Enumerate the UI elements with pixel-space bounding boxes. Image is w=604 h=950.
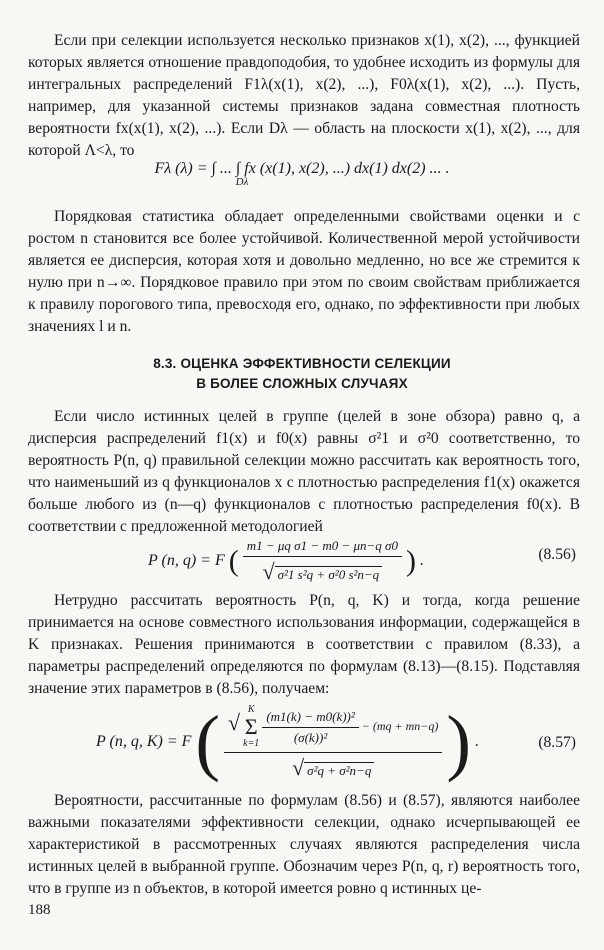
equation-number-8-57: (8.57) [538,734,576,751]
section-heading [0,354,604,394]
paragraph-4: Нетрудно рассчитать вероятность P(n, q, K) и тогда, когда решение принимается на основе совместного использования информации, содержащейся в K признаках. Решения принимаются в соответствии с правилом (8.33), а параметры распределений определяются по формулам (8.13)—(8.15). Подставляя значение этих параметров в (8.56), получаем: [28,592,580,697]
formula-8-56-fraction: $\frac{\text{m1 − μq σ1 − m0 − μn−q σ0}}{\text{√ σ²1 s²q + σ²0 s²n−q}}$ [243,538,402,585]
paragraph-2: Порядковая статистика обладает определенными свойствами оценки и с ростом n становится все более устойчивой. Количественной мерой устойчивости является ее дисперсия, которая хотя и довольно медленно, но все же стремится к нулю при n→∞. Порядковое правило при этом по своим свойствам приближается к правилу порогового типа, превосходя его, однако, по эффективности при любых значениях l и n. [28,208,580,335]
paragraph-5: Вероятности, рассчитанные по формулам (8.56) и (8.57), являются наиболее важными показателями эффективности селекции, однако исчерпывающей ее характеристикой в рассмотренных случаях являются распределения числа истинных целей в выбранной группе. Обозначим через P(n, q, r) вероятность того, что в группе из n объектов, в которой имеется ровно q истинных це- [28,792,580,897]
page-number: 188 [28,902,51,918]
formula-8-56-lhs: P (n, q) = F [148,552,225,570]
formula-8-57-lhs: P (n, q, K) = F [96,733,192,751]
equation-number-8-56: (8.56) [538,546,576,563]
formula-8-57-fraction: √ K Σ k=1 $\frac{\text{(m1(k) − m0(k))²}}{\text{(σ(k))²}}$ − (mq + mn−q) √ σ²q + σ²n−q [224,704,442,781]
section-heading-line-1: 8.3. ОЦЕНКА ЭФФЕКТИВНОСТИ СЕЛЕКЦИИ [153,356,451,371]
paragraph-1: Если при селекции используется несколько признаков x(1), x(2), ..., функцией которых является отношение правдоподобия, то удобнее исходить из формулы для интегральных распределений F1λ(x(1), x(2), ...), F0λ(x(1), x(2), ...). Пусть, например, для указанной системы признаков задана совместная плотность вероятности fx(x(1), x(2), ...). Если Dλ — область на плоскости x(1), x(2), ..., для которой Λ<λ, то [28,32,580,159]
formula-8-57: P (n, q, K) = F ( √ K Σ k=1 $\frac{\text{(m1(k) − m0(k))²}}{\text{(σ(k))²}}$ − (mq + mn−q) √ σ²q + σ²n−q ) . (8.57) [96,701,576,784]
formula-integral-domain: Dλ [235,176,249,188]
section-heading-line-2: В БОЛЕЕ СЛОЖНЫХ СЛУЧАЯХ [196,376,408,391]
formula-8-56: P (n, q) = F ( $\frac{\text{m1 − μq σ1 − m0 − μn−q σ0}}{\text{√ σ²1 s²q + σ²0 s²n−q}}$ ) . (8.56) [148,538,576,584]
paragraph-3: Если число истинных целей в группе (целей в зоне обзора) равно q, а дисперсия распределений f1(x) и f0(x) равны σ²1 и σ²0 соответственно, то вероятность P(n, q) правильной селекции можно рассчитать как вероятность того, что наименьший из q функционалов x с плотностью распределения f1(x) окажется больше любого из (n—q) функционалов с плотностью распределения f0(x). В соответствии с предложенной методологией [28,408,580,535]
formula-integral: Fλ (λ) = ∫ ... ∫ fx (x(1), x(2), ...) dx(1) dx(2) ... . Dλ [0,160,604,188]
